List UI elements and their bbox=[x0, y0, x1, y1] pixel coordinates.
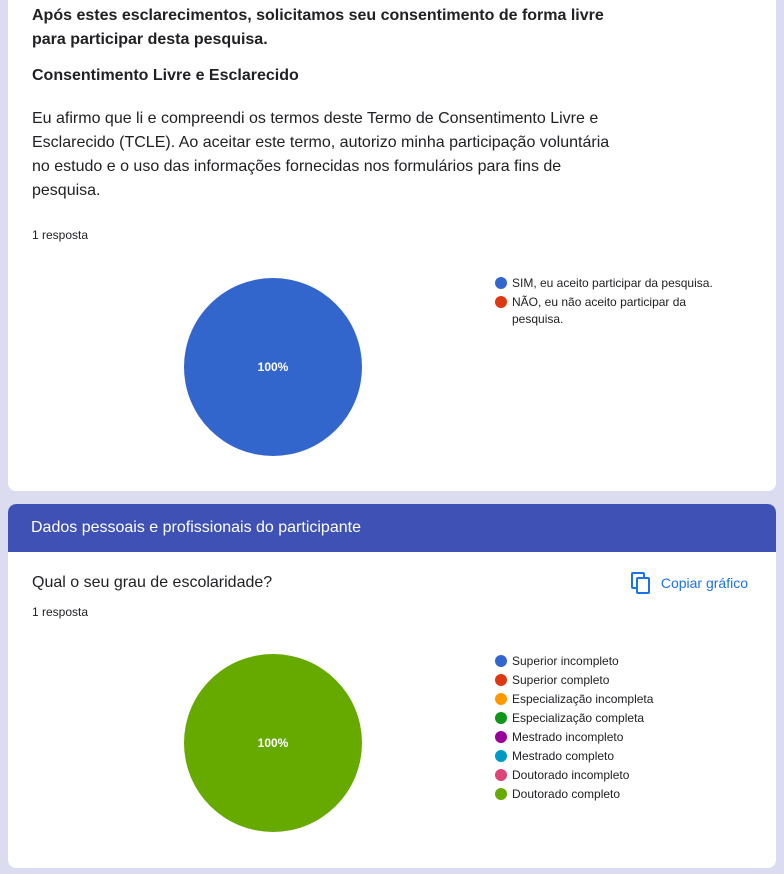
schooling-pie-chart bbox=[182, 652, 364, 834]
response-count: 1 resposta bbox=[32, 228, 89, 242]
pie-slice-label: 100% bbox=[257, 736, 289, 750]
legend-label: Mestrado incompleto bbox=[512, 730, 624, 744]
legend-label: Especialização completa bbox=[512, 711, 645, 725]
legend-label: SIM, eu aceito participar da pesquisa. bbox=[512, 276, 713, 290]
consent-question: Após estes esclarecimentos, solicitamos seu consentimento de forma livre para participar desta pesquisa. bbox=[32, 7, 604, 48]
legend-dot-icon bbox=[495, 674, 507, 686]
copy-icon bbox=[631, 572, 651, 594]
legend-item bbox=[495, 294, 735, 328]
legend-dot-icon bbox=[495, 769, 507, 781]
schooling-legend bbox=[495, 653, 745, 805]
legend-item bbox=[495, 672, 745, 689]
legend-dot-icon bbox=[495, 731, 507, 743]
legend-item bbox=[495, 786, 745, 803]
legend-item bbox=[495, 767, 745, 784]
legend-label: Superior completo bbox=[512, 673, 610, 687]
legend-dot-icon bbox=[495, 693, 507, 705]
section-header: Dados pessoais e profissionais do participante bbox=[8, 504, 776, 552]
legend-label: Superior incompleto bbox=[512, 654, 619, 668]
legend-item bbox=[495, 729, 745, 746]
consent-legend bbox=[495, 275, 735, 330]
legend-item bbox=[495, 653, 745, 670]
legend-item bbox=[495, 691, 745, 708]
legend-label: Especialização incompleta bbox=[512, 692, 654, 706]
legend-dot-icon bbox=[495, 750, 507, 762]
consent-response-card bbox=[8, 0, 776, 491]
schooling-question: Qual o seu grau de escolaridade? bbox=[32, 574, 273, 591]
legend-dot-icon bbox=[495, 655, 507, 667]
legend-label: Doutorado incompleto bbox=[512, 768, 630, 782]
copy-chart-label: Copiar gráfico bbox=[660, 575, 748, 591]
legend-label: NÃO, eu não aceito participar da pesquisa. bbox=[512, 295, 687, 326]
response-count: 1 resposta bbox=[32, 605, 89, 619]
legend-item bbox=[495, 748, 745, 765]
schooling-response-card bbox=[8, 504, 776, 868]
legend-dot-icon bbox=[495, 296, 507, 308]
consent-paragraph: Eu afirmo que li e compreendi os termos deste Termo de Consentimento Livre e Esclarecido (TCLE). Ao aceitar este termo, autorizo minha participação voluntária no estudo e o uso das informações fornecidas nos formulários para fins de pesquisa. bbox=[32, 110, 610, 199]
legend-label: Doutorado completo bbox=[512, 787, 621, 801]
legend-label: Mestrado completo bbox=[512, 749, 615, 763]
legend-dot-icon bbox=[495, 788, 507, 800]
pie-slice-label: 100% bbox=[257, 360, 289, 374]
consent-subheading: Consentimento Livre e Esclarecido bbox=[32, 67, 299, 84]
legend-dot-icon bbox=[495, 277, 507, 289]
legend-dot-icon bbox=[495, 712, 507, 724]
legend-item bbox=[495, 710, 745, 727]
copy-chart-button[interactable] bbox=[631, 572, 748, 594]
consent-pie-chart bbox=[182, 276, 364, 458]
legend-item bbox=[495, 275, 735, 292]
